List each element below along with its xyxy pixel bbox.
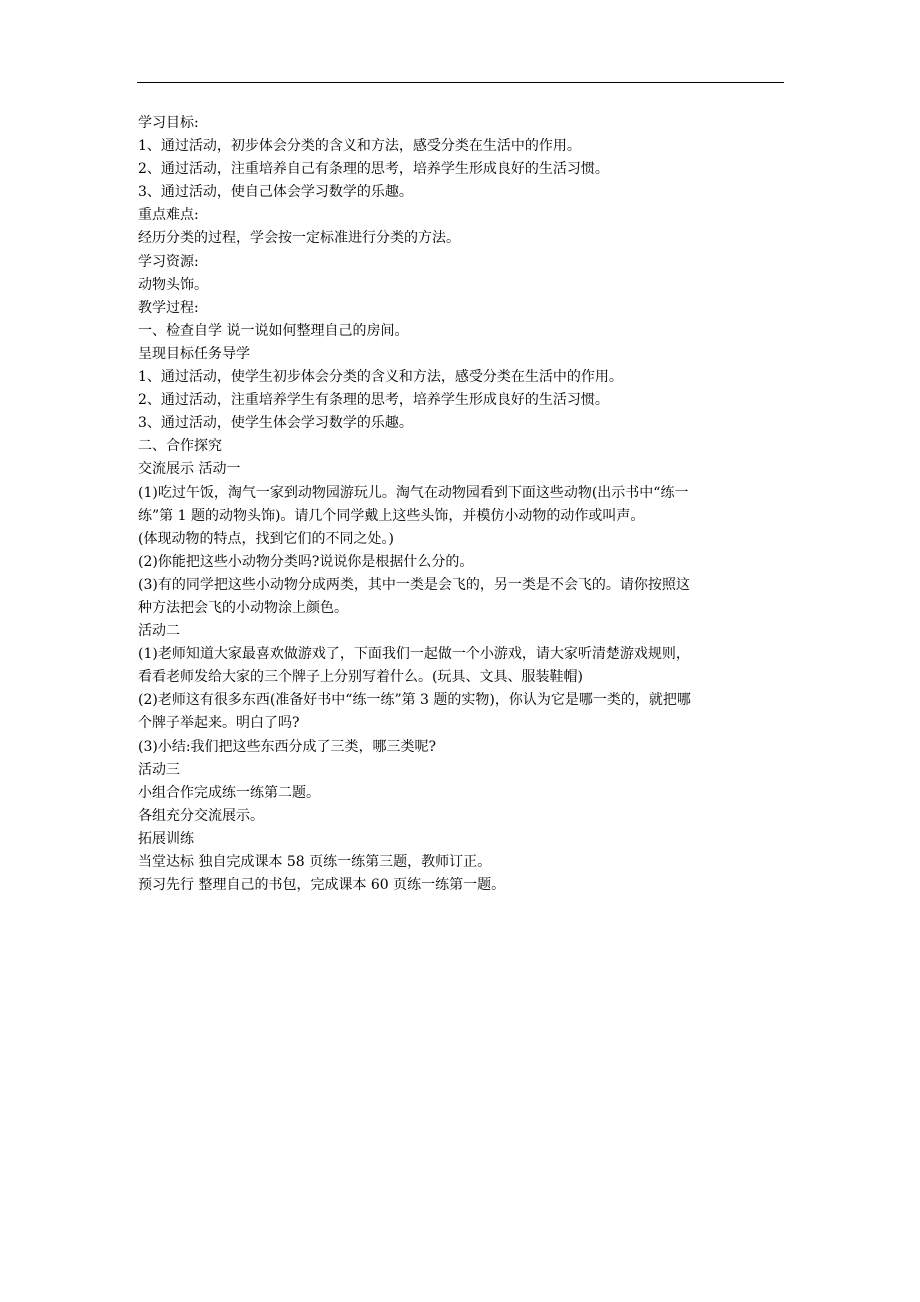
activity-text: (1)吃过午饭，淘气一家到动物园游玩儿。淘气在动物园看到下面这些动物(出示书中“练一 <box>138 484 689 501</box>
activity-text: 种方法把会飞的小动物涂上颜色。 <box>138 599 348 616</box>
document-body <box>138 112 786 897</box>
goal-item: 1、通过活动，使学生初步体会分类的含义和方法，感受分类在生活中的作用。 <box>138 369 623 386</box>
activity-text: 看看老师发给大家的三个牌子上分别写着什么。(玩具、文具、服装鞋帽) <box>138 669 583 686</box>
section-heading: 二、合作探究 <box>138 438 222 455</box>
activity-text: (3)小结:我们把这些东西分成了三类，哪三类呢? <box>138 738 437 755</box>
section-heading: 呈现目标任务导学 <box>138 345 250 362</box>
practice-text: 当堂达标 独自完成课本 58 页练一练第三题，教师订正。 <box>138 854 492 870</box>
activity-heading: 交流展示 活动一 <box>138 461 241 478</box>
heading-objectives: 学习目标: <box>138 115 199 131</box>
activity-heading: 活动二 <box>138 623 180 640</box>
resources-text: 动物头饰。 <box>138 276 208 293</box>
activity-text: (3)有的同学把这些小动物分成两类，其中一类是会飞的，另一类是不会飞的。请你按照这 <box>138 576 690 593</box>
section-heading: 拓展训练 <box>138 830 194 847</box>
header-rule <box>137 82 784 83</box>
heading-resources: 学习资源: <box>138 253 199 270</box>
activity-text: (2)老师这有很多东西(准备好书中“练一练”第 3 题的实物)，你认为它是哪一类的，就把哪 <box>138 692 691 709</box>
goal-item: 3、通过活动，使学生体会学习数学的乐趣。 <box>138 415 413 432</box>
heading-key-points: 重点难点: <box>138 207 199 224</box>
objective-item: 3、通过活动，使自己体会学习数学的乐趣。 <box>138 184 413 201</box>
objective-item: 1、通过活动，初步体会分类的含义和方法，感受分类在生活中的作用。 <box>138 138 581 155</box>
activity-text: (1)老师知道大家最喜欢做游戏了，下面我们一起做一个小游戏，请大家听清楚游戏规则， <box>138 646 690 663</box>
activity-text: 小组合作完成练一练第二题。 <box>138 784 320 801</box>
goal-item: 2、通过活动，注重培养学生有条理的思考，培养学生形成良好的生活习惯。 <box>138 392 609 409</box>
activity-text: 练”第 1 题的动物头饰)。请几个同学戴上这些头饰，并模仿小动物的动作或叫声。 <box>138 507 645 524</box>
key-points-text: 经历分类的过程，学会按一定标准进行分类的方法。 <box>138 230 460 247</box>
activity-text: (2)你能把这些小动物分类吗?说说你是根据什么分的。 <box>138 553 474 570</box>
activity-heading: 活动三 <box>138 761 180 778</box>
objective-item: 2、通过活动，注重培养自己有条理的思考，培养学生形成良好的生活习惯。 <box>138 161 609 178</box>
activity-text: (体现动物的特点，找到它们的不同之处。) <box>138 530 394 547</box>
heading-process: 教学过程: <box>138 299 199 316</box>
activity-text: 各组充分交流展示。 <box>138 807 264 824</box>
practice-text: 预习先行 整理自己的书包，完成课本 60 页练一练第一题。 <box>138 877 506 894</box>
process-step: 一、检查自学 说一说如何整理自己的房间。 <box>138 322 409 339</box>
activity-text: 个牌子举起来。明白了吗? <box>138 715 300 732</box>
